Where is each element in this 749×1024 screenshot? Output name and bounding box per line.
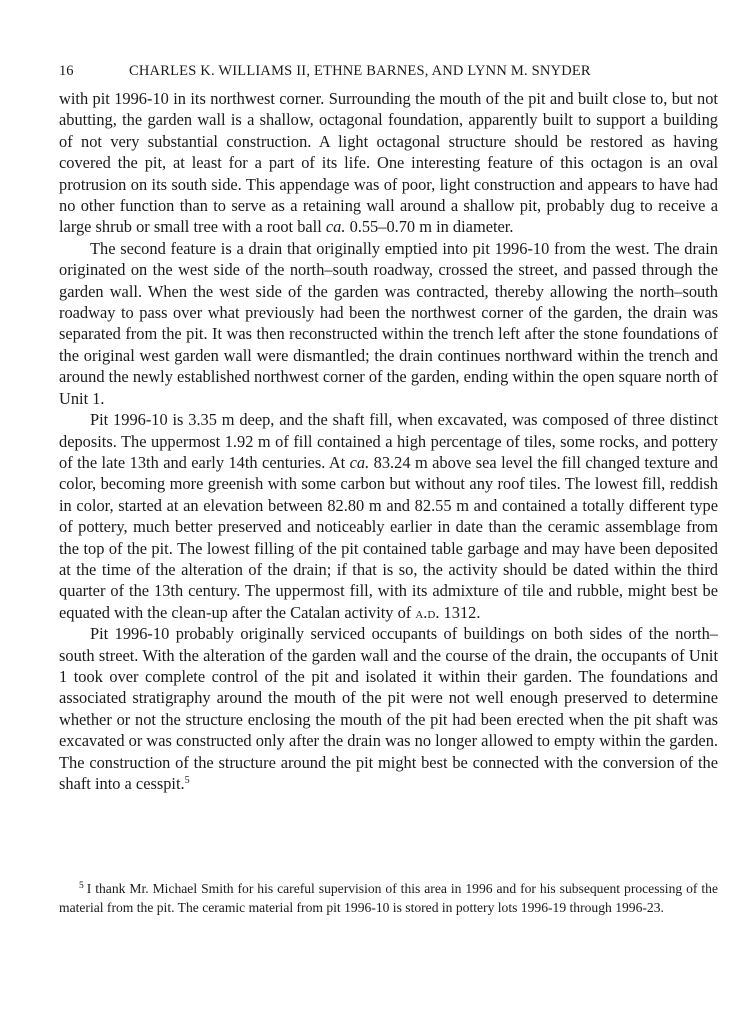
- running-head: CHARLES K. WILLIAMS II, ETHNE BARNES, AND LYNN M. SNYDER: [129, 63, 591, 79]
- circa-abbrev: ca.: [349, 452, 370, 472]
- paragraph-3-text-a: Pit 1996-10 is 3.35 m deep, and the shaft fill, when excavated, was composed of three distinct deposits. The uppermost 1.92 m of fill contained a high percentage of tiles, some rocks, and pottery of the late 13th and early 14th centuries. At: [59, 410, 718, 472]
- paragraph-1: [59, 88, 718, 238]
- paragraph-4-text: Pit 1996-10 probably originally serviced occupants of buildings on both sides of the north–south street. With the alteration of the garden wall and the course of the drain, the occupants of Unit 1 took over complete control of the pit and isolated it within their garden. The foundations and associated stratigraphy around the mouth of the pit were not well enough preserved to determine whether or not the structure enclosing the mouth of the pit had been erected when the pit shaft was excavated or was constructed only after the drain was no longer allowed to empty within the garden. The construction of the structure around the pit might best be connected with the conversion of the shaft into a cesspit.: [59, 624, 718, 793]
- paragraph-2: The second feature is a drain that originally emptied into pit 1996-10 from the west. The drain originated on the west side of the north–south roadway, crossed the street, and passed through the garden wall. When the west side of the garden was contracted, thereby allowing the north–south roadway to pass over what previously had been the northwest corner of the garden, the drain was separated from the pit. It was then reconstructed within the trench left after the stone foundations of the original west garden wall were dismantled; the drain continues northward within the trench and around the newly established northwest corner of the garden, ending within the open square north of Unit 1.: [59, 238, 718, 408]
- paragraph-3-text-c: 1312.: [439, 602, 481, 622]
- paragraph-3-text-b: 83.24 m above sea level the fill changed texture and color, becoming more greenish with some carbon but without any roof tiles. The lowest fill, reddish in color, started at an elevation between 82.80 m and 82.55 m and contained a totally different type of pottery, much better preserved and noticeably earlier in date than the ceramic assemblage from the top of the pit. The lowest filling of the pit contained table garbage and may have been deposited at the time of the alteration of the drain; if that is so, the activity should be dated within the third quarter of the 13th century. The uppermost fill, with its admixture of tile and rubble, might best be equated with the clean-up after the Catalan activity of: [59, 452, 718, 622]
- paragraph-3: [59, 409, 718, 623]
- paragraph-4: [59, 623, 718, 794]
- circa-abbrev: ca.: [325, 217, 346, 237]
- footnote-text: I thank Mr. Michael Smith for his careful supervision of this area in 1996 and for his subsequent processing of the material from the pit. The ceramic material from pit 1996-10 is stored in pottery lots 1996-19 through 1996-23.: [59, 881, 718, 915]
- footnote: [59, 880, 718, 917]
- footnote-reference[interactable]: 5: [184, 775, 190, 786]
- paragraph-1-text-b: 0.55–0.70 m in diameter.: [345, 217, 514, 237]
- paragraph-1-text-a: with pit 1996-10 in its northwest corner. Surrounding the mouth of the pit and built close to, but not abutting, the garden wall is a shallow, octagonal foundation, apparently built to support a building of not very substantial construction. A light octagonal structure should be restored as having covered the pit, at least for a part of its life. One interesting feature of this octagon is an oval protrusion on its south side. This appendage was of poor, light construction and appears to have had no other function than to serve as a retaining wall around a shallow pit, probably dug to receive a large shrub or small tree with a root ball: [59, 89, 718, 237]
- footnote-mark: 5: [79, 881, 84, 891]
- page-number: 16: [59, 63, 74, 79]
- page-body: [59, 62, 718, 794]
- page-header: [59, 62, 718, 80]
- body-text: [59, 88, 718, 794]
- anno-domini-abbrev: a.d.: [415, 602, 440, 622]
- footnote-line: [59, 880, 718, 917]
